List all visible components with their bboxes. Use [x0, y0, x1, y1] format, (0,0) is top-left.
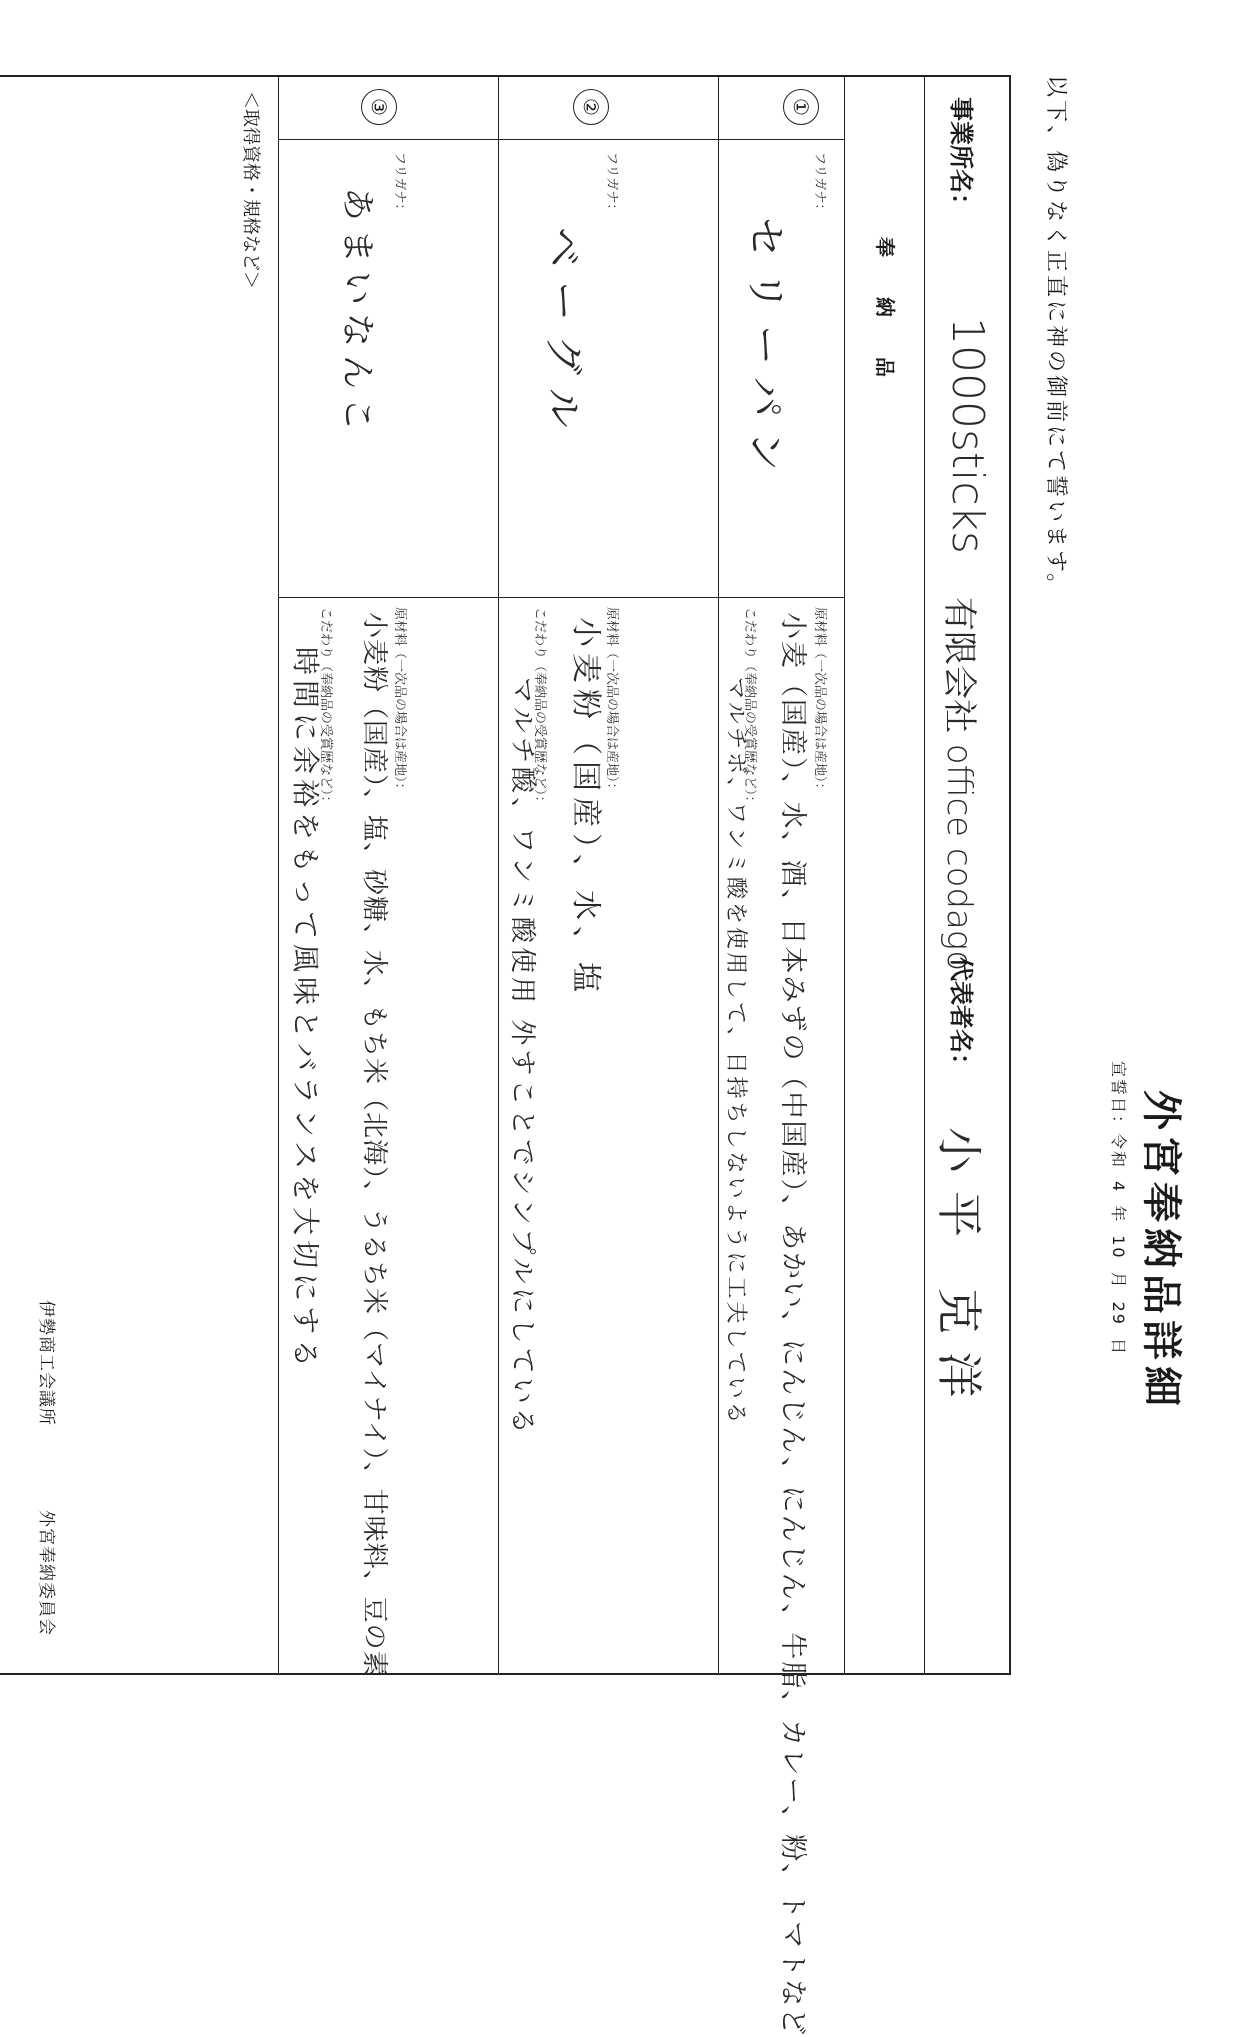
name-column-divider — [279, 597, 845, 598]
item-3-name: あまいなんこ — [337, 187, 377, 439]
number-column-divider — [279, 139, 845, 140]
date-month: 10 — [1109, 1235, 1128, 1260]
item-3-kodawari-label: こだわり（奉納品の受賞歴など）： — [318, 607, 333, 809]
row-divider-item-3 — [278, 77, 279, 1673]
row-divider-item-1 — [718, 77, 719, 1673]
footer-committee: 外宮奉納委員会 — [36, 1510, 56, 1636]
item-2-kodawari-label: こだわり（奉納品の受賞歴など）： — [532, 607, 547, 809]
offering-header: 奉納品 — [873, 237, 897, 417]
qualification-label: ＜取得資格・規格など＞ — [240, 91, 261, 289]
document-title: 外宮奉納品詳細 — [1138, 1090, 1184, 1412]
date-day: 29 — [1109, 1301, 1128, 1326]
row-divider-item-2 — [498, 77, 499, 1673]
date-label: 宣誓日：令和 — [1109, 1061, 1128, 1170]
item-1-number: ① — [783, 89, 819, 125]
footer-chamber: 伊勢商工会議所 — [36, 1300, 56, 1426]
item-2-furigana-label: フリガナ： — [604, 152, 619, 217]
year-unit: 年 — [1109, 1205, 1128, 1224]
item-3-kodawari: 時間に余裕をもって風味とバランスを大切にする — [289, 647, 322, 1373]
item-3-materials: 小麦粉（国産）、塩、砂糖、水、もち米（北海）、うるち米（マイナイ）、甘味料、豆の素 — [359, 612, 389, 1678]
item-1-furigana-label: フリガナ： — [812, 152, 827, 217]
office-label: 事業所名： — [947, 97, 975, 217]
header-strip-divider — [844, 77, 845, 1673]
item-1-kodawari-label: こだわり（奉納品の受賞歴など）： — [742, 607, 757, 809]
date-year: 4 — [1109, 1181, 1128, 1194]
item-3-material-label: 原材料（一次品の場合は産地）： — [392, 607, 407, 796]
item-3-number: ③ — [361, 89, 397, 125]
offering-form-table — [0, 75, 1011, 2037]
item-1-kodawari: マルチボ、ワンミ酸を使用して、日持ちしないように工夫している — [723, 677, 748, 1427]
item-2-materials: 小麦粉（国産）、水、塩 — [568, 617, 603, 998]
representative-company: 有限会社 office codago — [939, 597, 979, 972]
item-2-name: ベーグル — [540, 227, 586, 442]
item-2-kodawari: マルチ酸、ワンミ酸使用 外すことでシンプルにしている — [507, 677, 537, 1438]
month-unit: 月 — [1109, 1271, 1128, 1290]
row-divider-business — [924, 77, 925, 1673]
item-2-number: ② — [573, 89, 609, 125]
item-1-materials: 小麦（国産）、水、酒、日本みずの（中国産）、あかい、にんじん、にんじん、牛脂、カレー、粉、トマトなど — [777, 612, 808, 2037]
representative-name: 小平 克洋 — [932, 1127, 986, 1416]
item-3-furigana-label: フリガナ： — [392, 152, 407, 217]
oath-statement: 以下、偽りなく正直に神の御前にて誓います。 — [1043, 75, 1068, 599]
item-1-material-label: 原材料（一次品の場合は産地）： — [812, 607, 827, 796]
item-2-material-label: 原材料（一次品の場合は産地）： — [604, 607, 619, 796]
item-1-name: セリーパン — [742, 217, 788, 485]
office-name-value: 1000sticks — [942, 317, 993, 554]
representative-label: 代表者名： — [947, 957, 975, 1077]
oath-date — [1108, 1055, 1131, 1362]
day-unit: 日 — [1109, 1337, 1128, 1356]
